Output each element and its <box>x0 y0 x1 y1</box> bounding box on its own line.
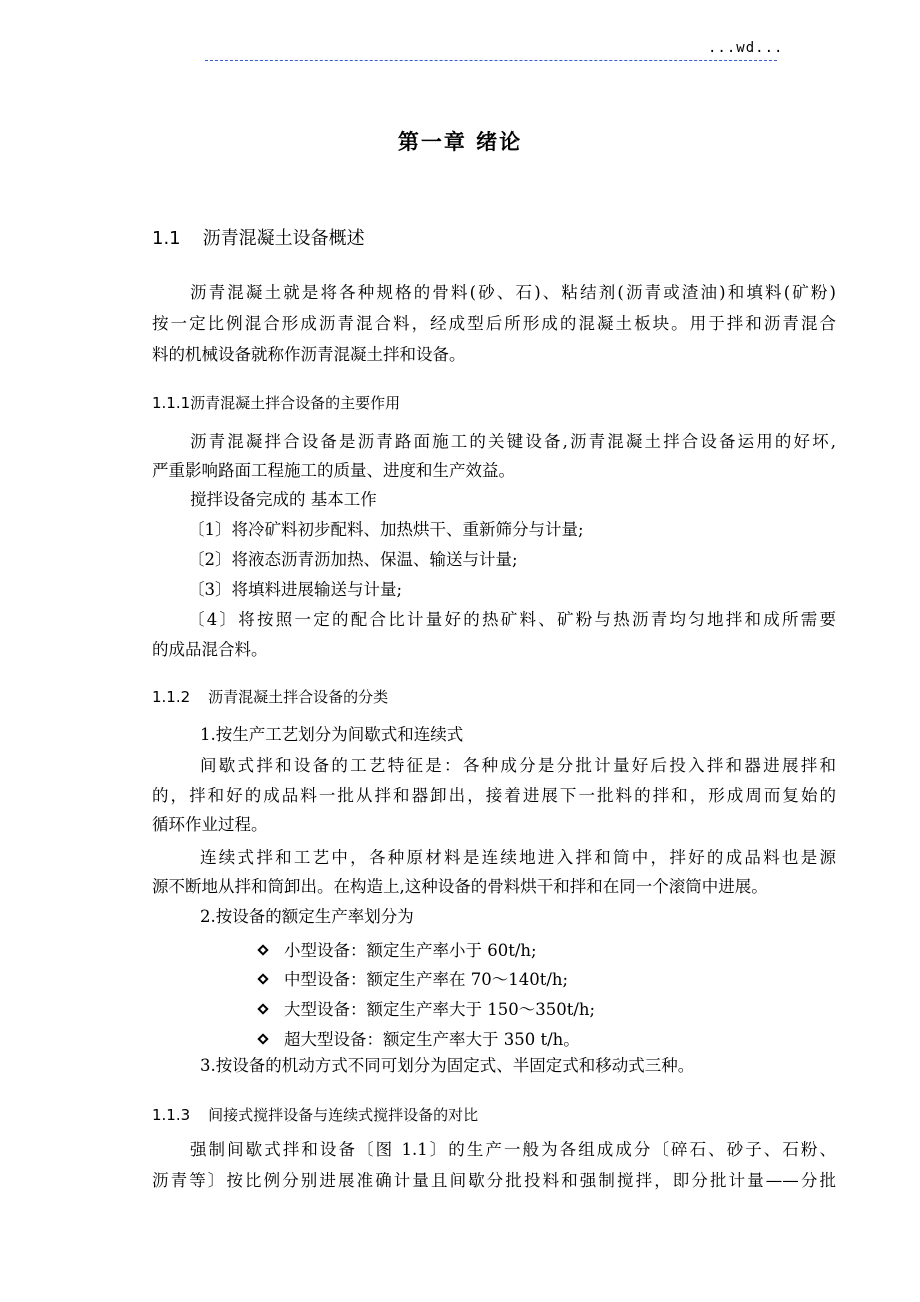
bullet-text: 小型设备：额定生产率小于 60t/h; <box>284 941 537 960</box>
header-rule <box>205 60 777 61</box>
body-line: 沥青等〕按比例分别进展准确计量且间歇分批投料和强制搅拌，即分批计量——分批 <box>152 1171 836 1190</box>
numbered-item: 3.按设备的机动方式不同可划分为固定式、半固定式和移动式三种。 <box>200 1056 695 1075</box>
bullet-text: 超大型设备：额定生产率大于 350 t/h。 <box>284 1030 580 1049</box>
body-line: 连续式拌和工艺中，各种原材料是连续地进入拌和筒中，拌好的成品料也是源 <box>200 848 836 867</box>
bullet-text: 中型设备：额定生产率在 70～140t/h; <box>284 970 569 989</box>
subsection-number: 1.1.2 <box>152 688 191 706</box>
diamond-bullet-icon <box>256 1002 270 1016</box>
intro-line: 沥青混凝土就是将各种规格的骨料(砂、石)、粘结剂(沥青或渣油)和填料(矿粉) <box>190 283 836 302</box>
body-line: 沥青混凝拌合设备是沥青路面施工的关键设备,沥青混凝土拌合设备运用的好坏, <box>190 432 836 451</box>
subsection-number: 1.1.3 <box>152 1106 191 1124</box>
diamond-bullet-icon <box>256 1032 270 1046</box>
body-line: 源不断地从拌和筒卸出。在构造上,这种设备的骨料烘干和拌和在同一个滚筒中进展。 <box>152 877 768 896</box>
numbered-item: 2.按设备的额定生产率划分为 <box>200 907 414 926</box>
bullet-text: 大型设备：额定生产率大于 150～350t/h; <box>284 1000 596 1019</box>
chapter-title: 第一章 绪论 <box>397 130 523 154</box>
bullet-item <box>256 1026 580 1050</box>
subsection-heading-1-1-2 <box>152 686 388 707</box>
bullet-item <box>256 937 537 961</box>
list-item: 〔2〕将液态沥青沥加热、保温、输送与计量; <box>188 550 518 569</box>
body-line: 搅拌设备完成的 基本工作 <box>190 490 377 509</box>
subsection-heading-1-1-1: 1.1.1沥青混凝土拌合设备的主要作用 <box>152 394 401 412</box>
diamond-bullet-icon <box>256 943 270 957</box>
body-line: 严重影响路面工程施工的质量、进度和生产效益。 <box>152 461 515 480</box>
intro-line: 按一定比例混合形成沥青混合料，经成型后所形成的混凝土板块。用于拌和沥青混合 <box>152 314 836 333</box>
numbered-item: 1.按生产工艺划分为间歇式和连续式 <box>200 725 464 744</box>
list-item: 的成品混合料。 <box>152 640 268 659</box>
section-title <box>152 224 365 250</box>
body-line: 循环作业过程。 <box>152 815 268 834</box>
diamond-bullet-icon <box>256 972 270 986</box>
list-item: 〔3〕将填料进展输送与计量; <box>188 580 403 599</box>
section-heading: 沥青混凝土设备概述 <box>202 228 365 249</box>
bullet-item <box>256 996 595 1020</box>
list-item: 〔1〕将冷矿料初步配料、加热烘干、重新筛分与计量; <box>188 520 584 539</box>
body-line: 间歇式拌和设备的工艺特征是：各种成分是分批计量好后投入拌和器进展拌和 <box>200 756 836 775</box>
list-item: 〔4〕将按照一定的配合比计量好的热矿料、矿粉与热沥青均匀地拌和成所需要 <box>188 610 836 629</box>
body-line: 强制间歇式拌和设备〔图 1.1〕的生产一般为各组成成分〔碎石、砂子、石粉、 <box>190 1140 836 1159</box>
section-number: 1.1 <box>152 228 181 249</box>
subsection-title: 沥青混凝土拌合设备的分类 <box>208 688 389 706</box>
header-mark: ...wd... <box>708 40 784 56</box>
body-line: 的，拌和好的成品料一批从拌和器卸出，接着进展下一批料的拌和，形成周而复始的 <box>152 786 836 805</box>
subsection-heading-1-1-3 <box>152 1104 478 1125</box>
intro-line: 料的机械设备就称作沥青混凝土拌和设备。 <box>152 345 466 364</box>
bullet-item <box>256 966 568 990</box>
subsection-title: 间接式搅拌设备与连续式搅拌设备的对比 <box>208 1106 479 1124</box>
